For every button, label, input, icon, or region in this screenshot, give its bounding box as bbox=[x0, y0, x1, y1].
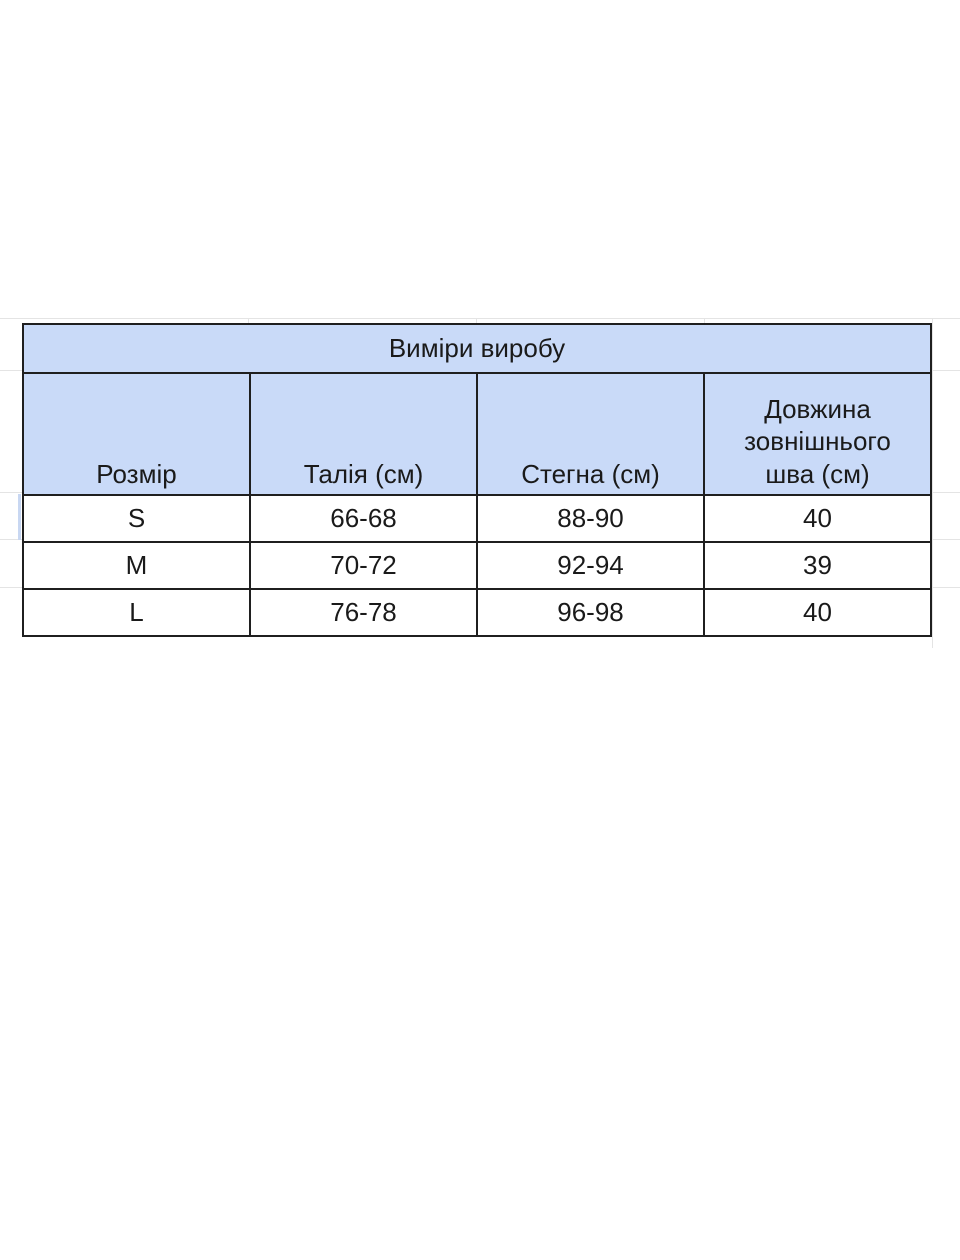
cell-size[interactable]: S bbox=[23, 495, 250, 542]
header-seam-line-3: шва (см) bbox=[765, 458, 870, 489]
grid-line bbox=[932, 492, 960, 493]
header-seam-line-1: Довжина bbox=[764, 393, 871, 424]
grid-line bbox=[932, 587, 960, 588]
grid-line bbox=[932, 539, 960, 540]
grid-line bbox=[0, 370, 22, 371]
header-waist[interactable]: Талія (см) bbox=[250, 373, 477, 495]
cell-hips[interactable]: 88-90 bbox=[477, 495, 704, 542]
header-seam-line-2: зовнішнього bbox=[744, 426, 891, 456]
table-row bbox=[23, 542, 931, 589]
cell-hips[interactable]: 96-98 bbox=[477, 589, 704, 636]
cell-waist[interactable]: 66-68 bbox=[250, 495, 477, 542]
cell-seam[interactable]: 39 bbox=[704, 542, 931, 589]
grid-line bbox=[0, 492, 22, 493]
row-selection-indicator bbox=[18, 494, 21, 540]
size-chart-table bbox=[22, 323, 932, 637]
header-hips[interactable]: Стегна (см) bbox=[477, 373, 704, 495]
table-row bbox=[23, 495, 931, 542]
table-row bbox=[23, 589, 931, 636]
table-title-row bbox=[23, 324, 931, 373]
cell-seam[interactable]: 40 bbox=[704, 589, 931, 636]
cell-seam[interactable]: 40 bbox=[704, 495, 931, 542]
cell-size[interactable]: L bbox=[23, 589, 250, 636]
grid-line bbox=[0, 318, 960, 319]
table-title[interactable]: Виміри виробу bbox=[23, 324, 931, 373]
cell-waist[interactable]: 76-78 bbox=[250, 589, 477, 636]
cell-waist[interactable]: 70-72 bbox=[250, 542, 477, 589]
grid-line bbox=[932, 370, 960, 371]
header-seam-length[interactable] bbox=[704, 373, 931, 495]
header-size[interactable]: Розмір bbox=[23, 373, 250, 495]
cell-hips[interactable]: 92-94 bbox=[477, 542, 704, 589]
grid-line bbox=[932, 318, 933, 648]
grid-line bbox=[0, 587, 22, 588]
cell-size[interactable]: M bbox=[23, 542, 250, 589]
table-header-row bbox=[23, 373, 931, 495]
